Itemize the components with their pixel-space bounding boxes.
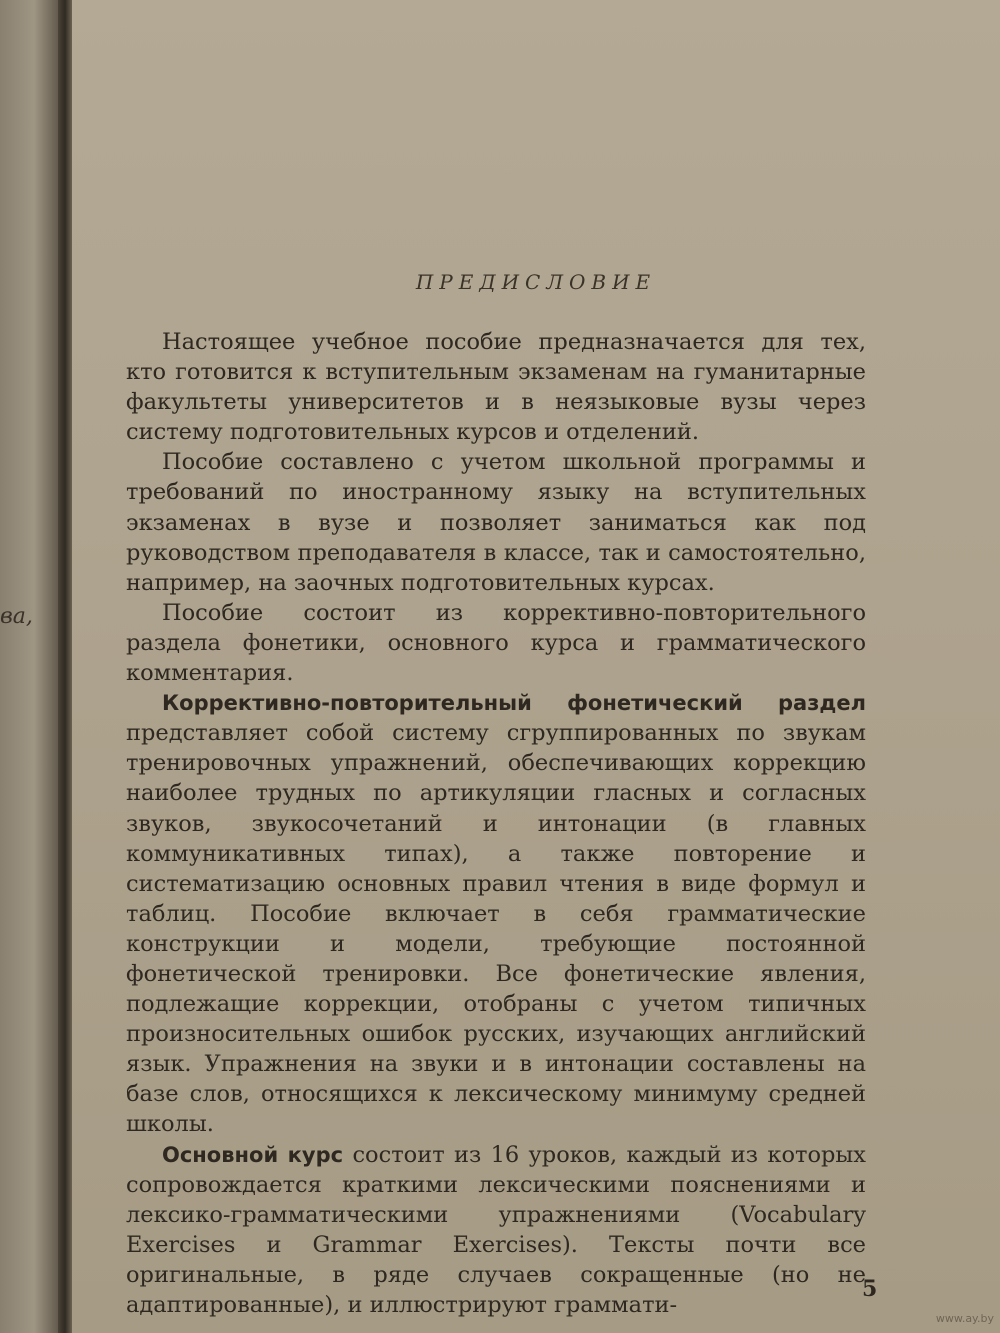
paragraph-3 [126, 598, 866, 688]
paragraph-1-text: Настоящее учебное пособие предназначается для тех, кто готовится к вступительным экзаменам на гуманитарные факультеты университетов и в неязыковые вузы через систему подготовительных курсов и отделений. [126, 329, 866, 446]
page-heading: ПРЕДИСЛОВИЕ [415, 270, 657, 294]
book-page [72, 0, 1000, 1333]
watermark: www.ay.by [935, 1312, 994, 1325]
page-number: 5 [862, 1276, 878, 1302]
paragraph-1 [126, 327, 866, 447]
paragraph-5-text: состоит из 16 уроков, каждый из которых сопровождается краткими лексическими пояснениями и лексико-грамматическими упражнениями (Vocabulary Exercises и Grammar Exercises). Тексты почти все оригинальные, в ряде случаев сокращенные (но не адаптированные), и иллюстрируют граммати- [126, 1141, 866, 1318]
paragraph-2 [126, 447, 866, 597]
paragraph-4-text: представляет собой систему сгруппированных по звукам тренировочных упражнений, обеспечивающих коррекцию наиболее трудных по артикуляции гласных и согласных звуков, звукосочетаний и интонации (в главных коммуникативных типах), а также повторение и систематизацию основных правил чтения в виде формул и таблиц. Пособие включает в себя грамматические конструкции и модели, требующие постоянной фонетической тренировки. Все фонетические явления, подлежащие коррекции, отобраны с учетом типичных произносительных ошибок русских, изучающих английский язык. Упражнения на звуки и в интонации составлены на базе слов, относящихся к лексическому минимуму средней школы. [126, 720, 866, 1138]
book-spine [58, 0, 72, 1333]
paragraph-5 [126, 1140, 866, 1321]
paragraph-3-text: Пособие состоит из коррективно-повторительного раздела фонетики, основного курса и грамматического комментария. [126, 599, 866, 687]
paragraph-2-text: Пособие составлено с учетом школьной программы и требований по иностранному языку на вступительных экзаменах в вузе и позволяет заниматься как под руководством преподавателя в классе, так и самостоятельно, например, на заочных подготовительных курсах. [126, 449, 866, 596]
left-page-edge [0, 0, 62, 1333]
left-page-text-fragment: ва, [0, 604, 33, 629]
paragraph-4 [126, 688, 866, 1139]
paragraph-5-lead: Основной курс [162, 1142, 344, 1167]
body-text [126, 327, 866, 1320]
paragraph-4-lead: Коррективно-повторительный фонетический раздел [162, 691, 866, 716]
